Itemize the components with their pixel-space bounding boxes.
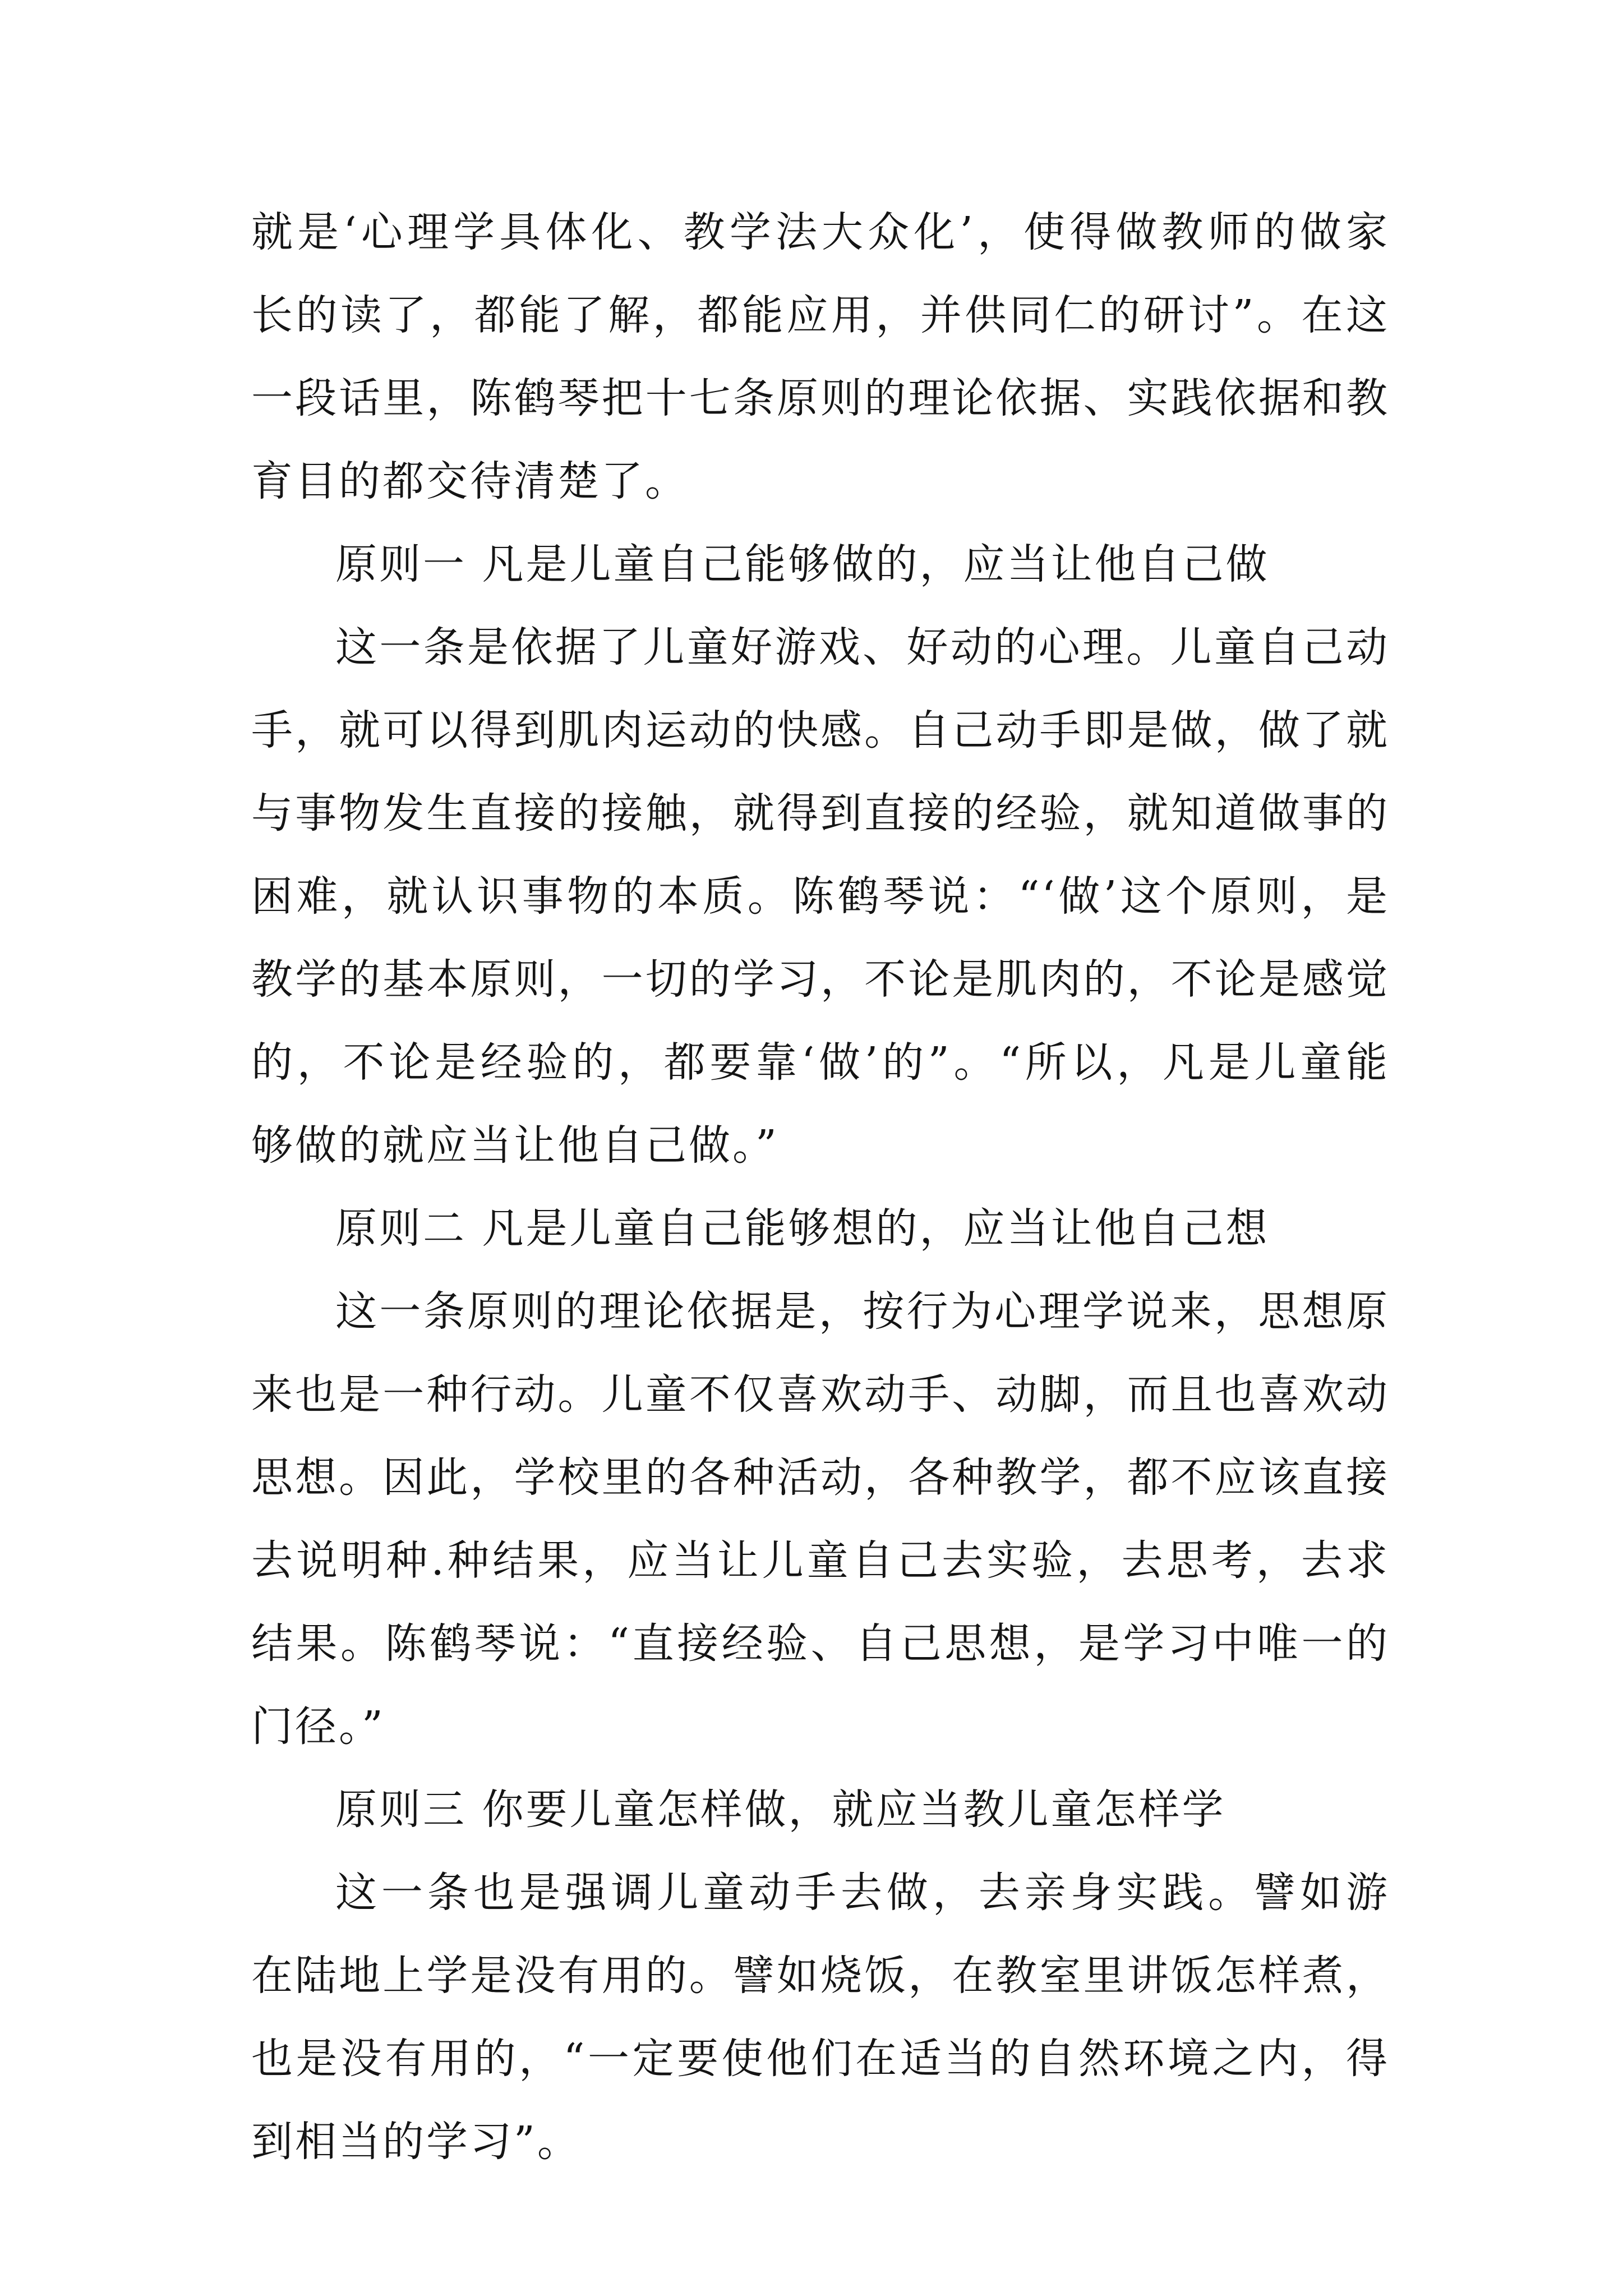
paragraph-line: 到相当的学习”。 [251, 2118, 581, 2166]
paragraph-line: 够做的就应当让他自己做。” [251, 1121, 779, 1170]
paragraph-line: 这一条也是强调儿童动手去做，去亲身实践。譬如游 [335, 1869, 1390, 1917]
paragraph-line: 思想。因此，学校里的各种活动，各种教学，都不应该直接 [251, 1453, 1390, 1502]
paragraph-line: 育目的都交待清楚了。 [251, 457, 689, 505]
paragraph-line: 这一条是依据了儿童好游戏、好动的心理。儿童自己动 [335, 623, 1390, 671]
principle-heading: 原则二 凡是儿童自己能够想的，应当让他自己想 [335, 1204, 1270, 1253]
paragraph-line: 与事物发生直接的接触，就得到直接的经验，就知道做事的 [251, 789, 1390, 838]
paragraph-line: 结果。陈鹤琴说：“直接经验、自己思想，是学习中唯一的 [251, 1619, 1390, 1668]
paragraph-line: 也是没有用的，“一定要使他们在适当的自然环境之内，得 [251, 2035, 1390, 2083]
document-body [251, 191, 1390, 2183]
paragraph-line: 就是‘心理学具体化、教学法大众化’，使得做教师的做家 [251, 208, 1390, 256]
paragraph-line: 的，不论是经验的，都要靠‘做’的”。“所以，凡是儿童能 [251, 1038, 1390, 1087]
paragraph-line: 教学的基本原则，一切的学习，不论是肌肉的，不论是感觉 [251, 955, 1390, 1004]
paragraph-line: 长的读了，都能了解，都能应用，并供同仁的研讨”。在这 [251, 291, 1390, 339]
paragraph-line: 去说明种.种结果，应当让儿童自己去实验，去思考，去求 [251, 1536, 1390, 1585]
paragraph-line: 一段话里，陈鹤琴把十七条原则的理论依据、实践依据和教 [251, 374, 1390, 422]
principle-heading: 原则三 你要儿童怎样做，就应当教儿童怎样学 [335, 1786, 1226, 1834]
paragraph-line: 在陆地上学是没有用的。譬如烧饭，在教室里讲饭怎样煮， [251, 1952, 1390, 2000]
principle-heading: 原则一 凡是儿童自己能够做的，应当让他自己做 [335, 540, 1270, 588]
paragraph-line: 门径。” [251, 1703, 385, 1751]
paragraph-line: 困难，就认识事物的本质。陈鹤琴说：“‘做’这个原则，是 [251, 872, 1390, 921]
paragraph-line: 手，就可以得到肌肉运动的快感。自己动手即是做，做了就 [251, 706, 1390, 754]
paragraph-line: 来也是一种行动。儿童不仅喜欢动手、动脚，而且也喜欢动 [251, 1370, 1390, 1419]
paragraph-line: 这一条原则的理论依据是，按行为心理学说来，思想原 [335, 1287, 1390, 1336]
